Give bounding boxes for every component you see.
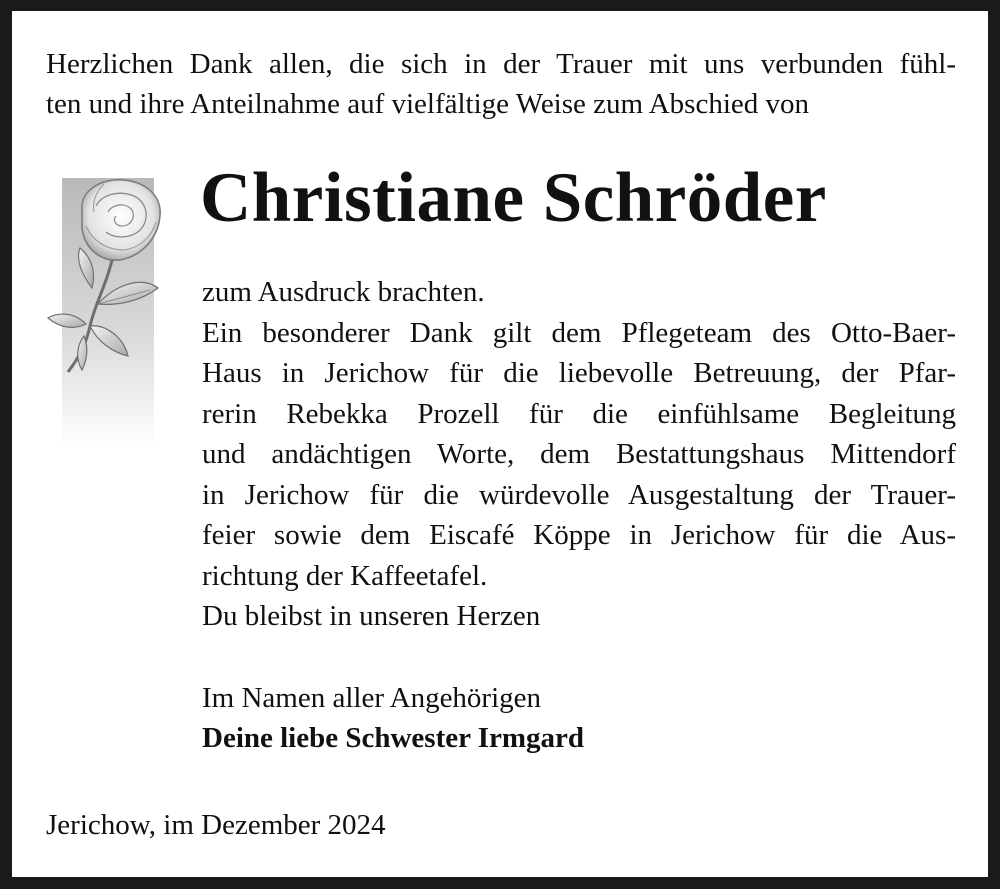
signature-block	[202, 678, 584, 758]
thanks-text	[202, 272, 956, 637]
thanks-line: Haus in Jerichow für die liebevolle Betreuung, der Pfar-	[202, 357, 956, 389]
thanks-line: feier sowie dem Eiscafé Köppe in Jerichow für die Aus-	[202, 519, 956, 551]
place-date: Jerichow, im Dezember 2024	[46, 809, 386, 841]
thanks-line: richtung der Kaffeetafel.	[202, 559, 488, 592]
intro-line-1: Herzlichen Dank allen, die sich in der Trauer mit uns verbunden fühl-	[46, 48, 956, 80]
signature-line-1: Im Namen aller Angehörigen	[202, 682, 542, 714]
intro-text	[46, 44, 956, 124]
thanks-line: und andächtigen Worte, dem Bestattungshaus Mittendorf	[202, 438, 956, 470]
thanks-line: rerin Rebekka Prozell für die einfühlsame Begleitung	[202, 397, 956, 430]
closing-line: Du bleibst in unseren Herzen	[202, 600, 541, 632]
rose-icon	[46, 176, 170, 450]
thanks-line: in Jerichow für die würdevolle Ausgestaltung der Trauer-	[202, 478, 956, 511]
intro-line-2: ten und ihre Anteilnahme auf vielfältige Weise zum Abschied von	[46, 88, 810, 120]
thanks-line: Ein besonderer Dank gilt dem Pflegeteam des Otto-Baer-	[202, 316, 956, 349]
thanks-line: zum Ausdruck brachten.	[202, 276, 485, 308]
deceased-name: Christiane Schröder	[200, 159, 827, 237]
signature-line-2: Deine liebe Schwester Irmgard	[202, 722, 585, 754]
